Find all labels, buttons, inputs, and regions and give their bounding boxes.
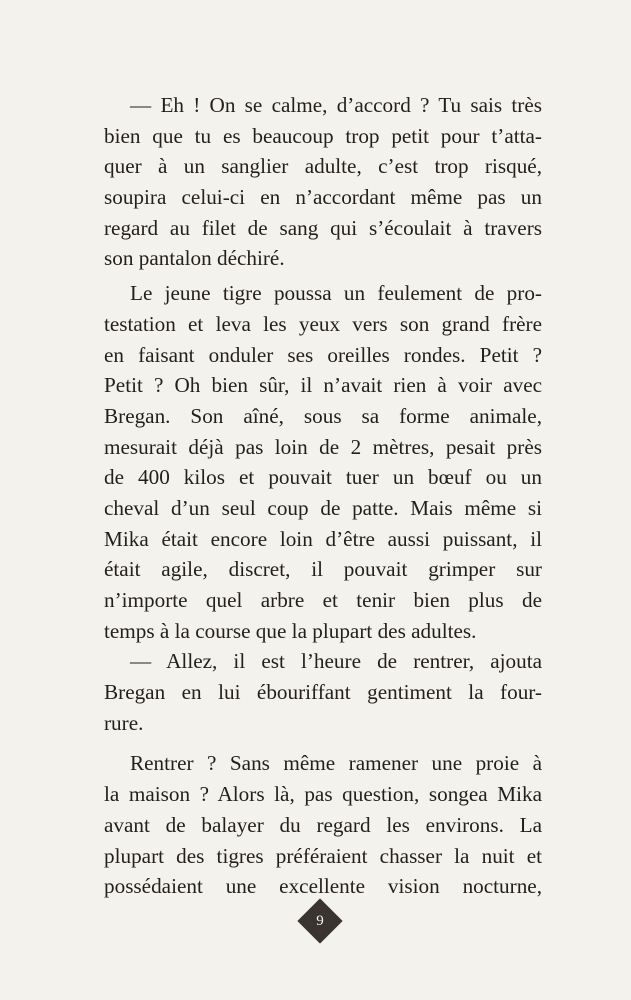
text-line: plupart des tigres préféraient chasser la nuit et: [104, 843, 542, 868]
text-line: rure.: [104, 710, 144, 735]
text-line: temps à la course que la plupart des adultes.: [104, 618, 477, 643]
text-line: mesurait déjà pas loin de 2 mètres, pesait près: [104, 434, 542, 459]
text-line: en faisant onduler ses oreilles rondes. Petit ?: [104, 342, 542, 367]
page-number: 9: [316, 913, 324, 929]
text-line: bien que tu es beaucoup trop petit pour t’atta-: [104, 123, 542, 148]
text-line: de 400 kilos et pouvait tuer un bœuf ou un: [104, 465, 542, 490]
text-line: Mika était encore loin d’être aussi puissant, il: [104, 526, 542, 551]
text-line: — Eh ! On se calme, d’accord ? Tu sais très: [130, 93, 542, 117]
text-line: son pantalon déchiré.: [104, 246, 285, 271]
text-line: Le jeune tigre poussa un feulement de pro-: [130, 281, 542, 306]
text-line: n’importe quel arbre et tenir bien plus de: [104, 588, 542, 612]
text-line: Bregan. Son aîné, sous sa forme animale,: [104, 403, 542, 428]
text-line: — Allez, il est l’heure de rentrer, ajouta: [130, 649, 542, 674]
text-line: avant de balayer du regard les environs. La: [104, 812, 542, 837]
page-number-badge: [297, 898, 343, 944]
text-line: possédaient une excellente vision nocturne,: [104, 874, 542, 899]
text-line: soupira celui-ci en n’accordant même pas un: [104, 185, 542, 210]
text-line: Bregan en lui ébouriffant gentiment la four-: [104, 680, 542, 705]
text-line: quer à un sanglier adulte, c’est trop risqué,: [104, 154, 542, 179]
text-line: regard au filet de sang qui s’écoulait à travers: [104, 215, 542, 240]
text-line: Rentrer ? Sans même ramener une proie à: [130, 751, 542, 776]
text-line: cheval d’un seul coup de patte. Mais même si: [104, 495, 542, 520]
text-line: testation et leva les yeux vers son grand frère: [104, 311, 542, 336]
text-line: la maison ? Alors là, pas question, songea Mika: [104, 782, 542, 807]
body-text: [104, 90, 542, 902]
text-line: Petit ? Oh bien sûr, il n’avait rien à voir avec: [104, 373, 542, 398]
text-line: était agile, discret, il pouvait grimper sur: [104, 557, 542, 582]
